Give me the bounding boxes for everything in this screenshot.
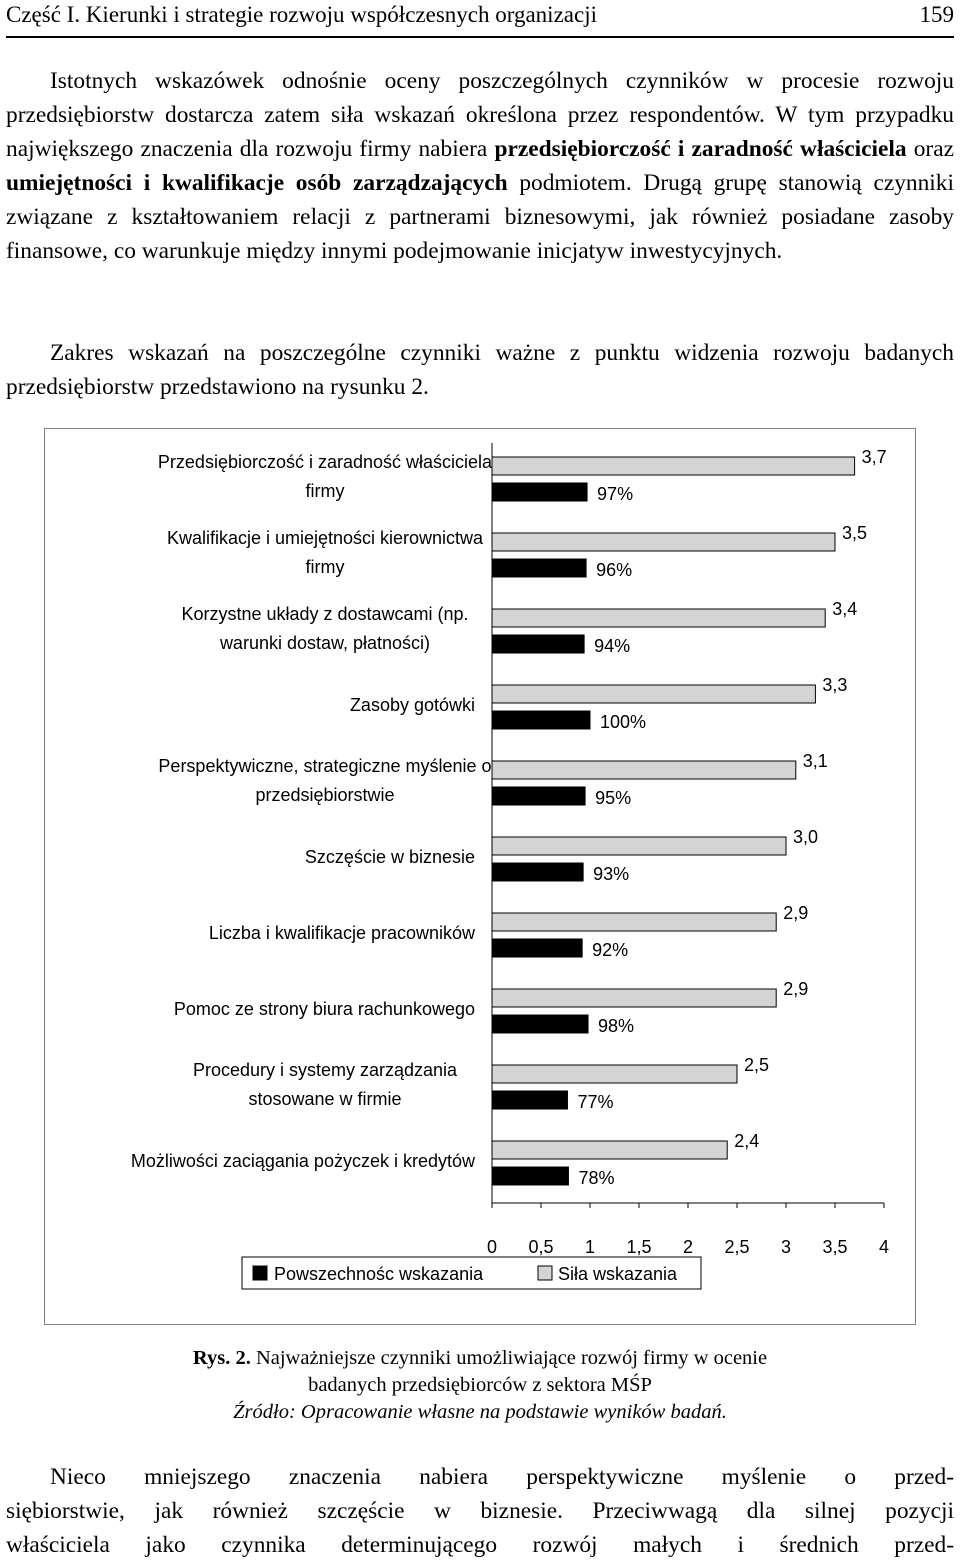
category-label: Szczęście w biznesie [304, 847, 475, 867]
data-label-strength: 3,3 [822, 675, 848, 695]
closing-line-3: właściciela jako czynnika determinującego rozwój małych i średnich przed- [6, 1532, 954, 1558]
data-label-strength: 2,4 [734, 1131, 760, 1151]
closing-line-2: siębiorstwie, jak również szczęście w biznesie. Przeciwwagą dla silnej pozycji [6, 1498, 954, 1524]
x-tick-label: 3,5 [822, 1237, 848, 1257]
bar-share [492, 559, 586, 577]
bar-share [492, 863, 583, 881]
category-label: stosowane w firmie [248, 1089, 402, 1109]
data-label-strength: 3,7 [861, 447, 887, 467]
bar-chart [45, 429, 915, 1324]
bar-strength [492, 1141, 727, 1159]
data-label-strength: 2,9 [783, 979, 809, 999]
bar-strength [492, 913, 776, 931]
bar-strength [492, 609, 825, 627]
data-label-share: 98% [598, 1016, 635, 1036]
category-label: Przedsiębiorczość i zaradność właściciela [157, 452, 493, 472]
data-label-strength: 3,4 [832, 599, 858, 619]
x-tick-label: 4 [878, 1237, 890, 1257]
data-label-share: 78% [578, 1168, 615, 1188]
x-tick-label: 2,5 [724, 1237, 750, 1257]
bar-share [492, 939, 582, 957]
x-tick-label: 0 [486, 1237, 498, 1257]
category-label: Kwalifikacje i umiejętności kierownictwa [166, 528, 484, 548]
category-label: Pomoc ze strony biura rachunkowego [173, 999, 475, 1019]
x-tick-label: 1,5 [626, 1237, 652, 1257]
bar-strength [492, 761, 796, 779]
bar-strength [492, 457, 855, 475]
figure-caption [0, 1345, 960, 1426]
category-label: przedsiębiorstwie [255, 785, 395, 805]
legend-swatch-share [253, 1266, 267, 1280]
data-label-share: 93% [593, 864, 630, 884]
category-label: firmy [305, 557, 345, 577]
header-rule [6, 36, 954, 38]
data-label-share: 77% [577, 1092, 614, 1112]
x-tick-label: 3 [780, 1237, 792, 1257]
category-label: Możliwości zaciągania pożyczek i kredytów [130, 1151, 475, 1171]
legend-label-share: Powszechnośc wskazania [274, 1264, 484, 1284]
bar-strength [492, 1065, 737, 1083]
x-tick-label: 2 [682, 1237, 694, 1257]
x-tick-label: 0,5 [528, 1237, 554, 1257]
category-label: Perspektywiczne, strategiczne myślenie o [158, 756, 492, 776]
bar-share [492, 483, 587, 501]
intro-text-a: Istotnych wskazówek odnośnie oceny poszczególnych czynników w procesie rozwoju przedsiębiorstw dostarcza zatem siła wskazań określona przez respondentów. W tym przypadku największego znaczenia dla rozwoju firmy nabiera [6, 68, 954, 162]
data-label-share: 95% [595, 788, 632, 808]
bar-share [492, 635, 584, 653]
data-label-share: 94% [594, 636, 631, 656]
header-title: Część I. Kierunki i strategie rozwoju współczesnych organizacji [6, 2, 597, 27]
intro-text-d: podmiotem. Drugą grupę stanowią czynniki związane z kształtowaniem relacji z partnerami biznesowymi, jak również posiadane zasoby finansowe, co warunkuje między innymi podejmowanie inicjatyw inwestycyjnych. [6, 170, 954, 264]
x-tick-label: 1 [584, 1237, 596, 1257]
bar-share [492, 787, 585, 805]
intro-paragraph-2: Zakres wskazań na poszczególne czynniki ważne z punktu widzenia rozwoju badanych przedsiębiorstw przedstawiono na rysunku 2. [6, 340, 954, 400]
caption-label: Rys. 2. [192, 1347, 251, 1369]
intro-text-c: oraz [906, 136, 954, 162]
data-label-strength: 3,1 [802, 751, 828, 771]
intro-paragraph-1 [6, 64, 954, 268]
category-label: Procedury i systemy zarządzania [192, 1060, 458, 1080]
category-label: Zasoby gotówki [349, 695, 475, 715]
category-label: Liczba i kwalifikacje pracowników [208, 923, 475, 943]
caption-text-2: badanych przedsiębiorców z sektora MŚP [308, 1374, 652, 1396]
closing-paragraph [6, 1460, 954, 1562]
category-label: warunki dostaw, płatności) [219, 633, 431, 653]
category-label: Korzystne układy z dostawcami (np. [181, 604, 469, 624]
bar-strength [492, 533, 835, 551]
caption-text-1: Najważniejsze czynniki umożliwiające rozwój firmy w ocenie [250, 1347, 768, 1369]
legend-swatch-strength [538, 1266, 552, 1280]
intro-bold-1: przedsiębiorczość i zaradność właściciela [494, 136, 907, 162]
figure-frame [44, 428, 916, 1325]
bar-share [492, 1015, 588, 1033]
data-label-strength: 2,5 [744, 1055, 770, 1075]
category-label: firmy [305, 481, 345, 501]
data-label-share: 100% [600, 712, 647, 732]
bar-share [492, 711, 590, 729]
closing-line-1: Nieco mniejszego znaczenia nabiera perspektywiczne myślenie o przed- [50, 1464, 954, 1490]
data-label-strength: 3,0 [793, 827, 819, 847]
bar-share [492, 1091, 567, 1109]
bar-strength [492, 989, 776, 1007]
legend-label-strength: Siła wskazania [558, 1264, 678, 1284]
data-label-share: 96% [596, 560, 633, 580]
bar-share [492, 1167, 568, 1185]
bar-strength [492, 837, 786, 855]
bar-strength [492, 685, 815, 703]
data-label-share: 97% [597, 484, 634, 504]
data-label-strength: 2,9 [783, 903, 809, 923]
running-header [6, 0, 954, 36]
caption-source: Źródło: Opracowanie własne na podstawie wyników badań. [233, 1401, 727, 1423]
page-number: 159 [919, 2, 954, 27]
data-label-strength: 3,5 [842, 523, 868, 543]
data-label-share: 92% [592, 940, 629, 960]
intro-bold-2: umiejętności i kwalifikacje osób zarządzających [6, 170, 508, 196]
